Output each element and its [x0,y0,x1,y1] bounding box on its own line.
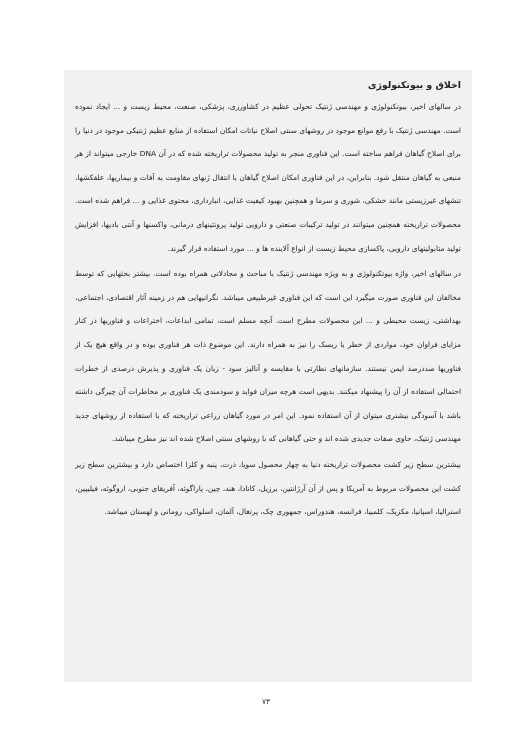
section-heading: اخلاق و بیوتکنولوژی [367,80,461,91]
paragraph-2: در سالهای اخیر، واژه بیوتکنولوژی و به ویژه مهندسی ژنتیک با مباحث و مجادلاتی همراه بوده است. بیشتر بحثهایی که توسط مخالفان این فناوری صورت میگیرد این است که این فناوری غیرطبیعی میباشد. نگرانیهایی هم در زمینه آثار اقتصادی، اجتماعی، بهداشتی، زیست محیطی و ... این محصولات مطرح است. آنچه مسلم است، تمامی ابداعات، اختراعات و فناوریها در کنار مزایای فراوان خود، مواردی از خطر یا ریسک را نیز به همراه دارند. این موضوع ذات هر فناوری بوده و در واقع هیچ یک از فناوریها صددرصد ایمن نیستند. سازمانهای نظارتی با مقایسه و آنالیز سود - زیان یک فناوری و پذیرش درصدی از خطرات احتمالی استفاده از آن را پیشنهاد میکنند. بدیهی است هرچه میزان فواید و سودمندی یک فناوری بر مخاطرات آن چیرگی داشته باشد با آسودگی بیشتری میتوان از آن استفاده نمود. این امر در مورد گیاهان زراعی تراریخته که با استفاده از روشهای جدید مهندسی ژنتیک، حاوی صفات جدیدی شده اند و حتی گیاهانی که با روشهای سنتی اصلاح شده اند نیز مطرح میباشد. [75,269,461,444]
paragraph-1: در سالهای اخیر، بیوتکنولوژی و مهندسی ژنتیک تحولی عظیم در کشاورزی، پزشکی، صنعت، محیط زیست و ... ایجاد نموده است. مهندسی ژنتیک با رفع موانع موجود در روشهای سنتی اصلاح نباتات امکان استفاده از منابع عظیم ژنتیکی موجود در دنیا را برای اصلاح گیاهان فراهم ساخته است. این فناوری منجر به تولید محصولات تراریخته شده که در آن DNA خارجی میتواند از هر منبعی به گیاهان منتقل شود. بنابراین، در این فناوری امکان اصلاح گیاهان با انتقال ژنهای مقاومت به آفات و بیماریها، علفکشها، تنشهای غیرزیستی مانند خشکی، شوری و سرما و همچنین بهبود کیفیت غذایی، انبارداری، محتوی غذایی و ... فراهم شده است. محصولات تراریخته همچنین میتوانند در تولید ترکیبات صنعتی و دارویی تولید پروتئینهای درمانی، واکسنها و آنتی بادیها، افزایش تولید متابولیتهای دارویی، پاکسازی محیط زیست از انواع آلاینده ها و ... مورد استفاده قرار گیرند. [75,102,461,253]
page-number: ۷۳ [261,697,271,706]
paragraph-3: بیشترین سطح زیر کشت محصولات تراریخته دنیا به چهار محصول سویا، ذرت، پنبه و کلزا اختصاص دارد و بیشترین سطح زیر کشت این محصولات مربوط به آمریکا و پس از آن آرژانتین، برزیل، کانادا، هند، چین، پاراگوئه، آفریقای جنوبی، اروگوئه، فیلیپین، استرالیا، اسپانیا، مکزیک، کلمبیا، فرانسه، هندوراس، جمهوری چک، پرتغال، آلمان، اسلواکی، رومانی و لهستان میباشد. [75,459,461,517]
text-block [64,70,472,682]
